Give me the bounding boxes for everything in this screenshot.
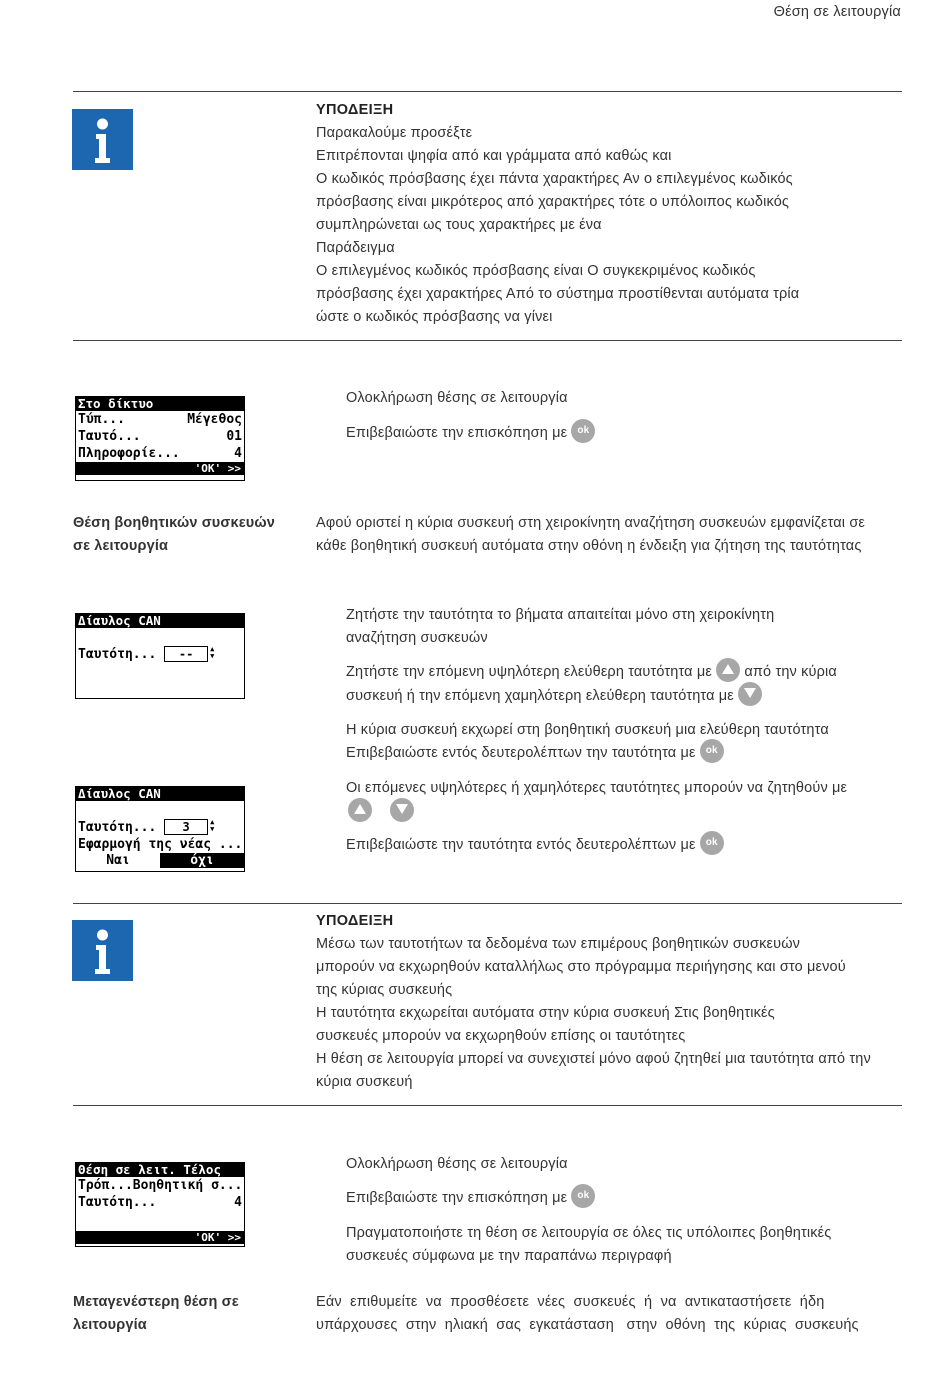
step-text: Επιβεβαιώστε την ταυτότητα εντός δευτερολέπτων με ok — [346, 834, 724, 857]
lcd-screen-network — [75, 396, 245, 481]
lcd-title: Δίαυλος CAN — [76, 614, 244, 628]
lcd-row: Εφαρμογή της νέας ... — [78, 837, 243, 852]
lcd-row: Ταυτότη... 3 ▲ ▼ — [78, 819, 215, 835]
arrow-up-button-icon — [348, 798, 372, 822]
note-text: της κύριας συσκευής — [316, 982, 453, 998]
lcd-yes-no — [76, 853, 244, 868]
lcd-no: όχι — [160, 853, 244, 868]
lcd-title: Θέση σε λειτ. Τέλος — [76, 1163, 244, 1177]
lcd-screen-can-id — [75, 613, 245, 699]
divider — [73, 91, 902, 92]
ok-button-icon: ok — [571, 1184, 595, 1208]
step-text: Επιβεβαιώστε την επισκόπηση με ok — [346, 422, 595, 445]
section-label: σε λειτουργία — [73, 538, 169, 554]
lcd-row: Ταυτότη... 4 — [78, 1195, 242, 1210]
lcd-screen-can-apply — [75, 786, 245, 872]
section-label: Θέση βοηθητικών συσκευών — [73, 515, 275, 531]
step-text: Επιβεβαιώστε εντός δευτερολέπτων την ταυτότητα με ok — [346, 742, 724, 765]
page-header-title: Θέση σε λειτουργία — [773, 4, 901, 20]
step-text: Πραγματοποιήστε τη θέση σε λειτουργία σε όλες τις υπόλοιπες βοηθητικές — [346, 1225, 832, 1241]
note-text: μπορούν να εκχωρηθούν καταλλήλως στο πρόγραμμα περιήγησης και στο μενού — [316, 959, 846, 975]
lcd-title: Στο δίκτυο — [76, 397, 244, 411]
info-icon — [72, 920, 133, 981]
note-text: Ο επιλεγμένος κωδικός πρόσβασης είναι Ο συγκεκριμένος κωδικός — [316, 263, 756, 279]
lcd-title: Δίαυλος CAN — [76, 787, 244, 801]
step-text: Ολοκλήρωση θέσης σε λειτουργία — [346, 1156, 568, 1172]
arrow-down-button-icon — [738, 682, 762, 706]
note-text: Η ταυτότητα εκχωρείται αυτόματα στην κύρια συσκευή Στις βοηθητικές — [316, 1005, 775, 1021]
step-text: συσκευή ή την επόμενη χαμηλότερη ελεύθερη ταυτότητα με — [346, 685, 762, 708]
section-label: λειτουργία — [73, 1317, 147, 1333]
note-title: ΥΠΟΔΕΙΞΗ — [316, 102, 394, 118]
note-text: συσκευές μπορούν να εκχωρηθούν επίσης οι ταυτότητες — [316, 1028, 686, 1044]
lcd-ok-bar: 'OK' >> — [76, 462, 244, 475]
note-text: Μέσω των ταυτοτήτων τα δεδομένα των επιμέρους βοηθητικών συσκευών — [316, 936, 801, 952]
lcd-row: Ταυτό... 01 — [78, 429, 242, 444]
note-title: ΥΠΟΔΕΙΞΗ — [316, 913, 394, 929]
note-text: Παράδειγμα — [316, 240, 395, 256]
ok-button-icon: ok — [571, 419, 595, 443]
arrow-down-button-icon — [390, 798, 414, 822]
step-text: Ζητήστε την επόμενη υψηλότερη ελεύθερη ταυτότητα με από την κύρια — [346, 661, 837, 684]
lcd-ok-bar: 'OK' >> — [76, 1231, 244, 1244]
arrow-up-button-icon — [716, 658, 740, 682]
ok-button-icon: ok — [700, 739, 724, 763]
step-text: Ολοκλήρωση θέσης σε λειτουργία — [346, 390, 568, 406]
lcd-yes: Ναι — [106, 853, 130, 868]
ok-button-icon: ok — [700, 831, 724, 855]
step-text: αναζήτηση συσκευών — [346, 630, 488, 646]
lcd-row: Τύπ... Μέγεθος — [78, 412, 242, 427]
section-text: Εάν επιθυμείτε να προσθέσετε νέες συσκευές ή να αντικαταστήσετε ήδη — [316, 1294, 825, 1310]
note-text: πρόσβασης έχει χαρακτήρες Από το σύστημα προστίθενται αυτόματα τρία — [316, 286, 800, 302]
note-text: Η θέση σε λειτουργία μπορεί να συνεχιστεί μόνο αφού ζητηθεί μια ταυτότητα από την — [316, 1051, 871, 1067]
step-text: Ζητήστε την ταυτότητα το βήματα απαιτείται μόνο στη χειροκίνητη — [346, 607, 775, 623]
divider — [73, 340, 902, 341]
note-text: κύρια συσκευή — [316, 1074, 413, 1090]
lcd-row: Ταυτότη... -- ▲ ▼ — [78, 646, 215, 662]
arrow-buttons — [348, 798, 414, 822]
note-text: πρόσβασης είναι μικρότερος από χαρακτήρες τότε ο υπόλοιπος κωδικός — [316, 194, 790, 210]
note-text: Παρακαλούμε προσέξτε — [316, 125, 473, 141]
step-text: Η κύρια συσκευή εκχωρεί στη βοηθητική συσκευή μια ελεύθερη ταυτότητα — [346, 722, 829, 738]
section-text: κάθε βοηθητική συσκευή αυτόματα στην οθόνη η ένδειξη για ζήτηση της ταυτότητας — [316, 538, 862, 554]
note-text: συμπληρώνεται ως τους χαρακτήρες με ένα — [316, 217, 602, 233]
divider — [73, 903, 902, 904]
step-text: Οι επόμενες υψηλότερες ή χαμηλότερες ταυτότητες μπορούν να ζητηθούν με — [346, 780, 848, 796]
lcd-row: Τρόπ... Βοηθητική σ... — [78, 1178, 243, 1193]
lcd-screen-commissioning-end — [75, 1162, 245, 1247]
step-text: συσκευές σύμφωνα με την παραπάνω περιγραφή — [346, 1248, 672, 1264]
section-text: υπάρχουσες στην ηλιακή σας εγκατάσταση στην οθόνη της κύριας συσκευής — [316, 1317, 859, 1333]
lcd-row: Πληροφορίε... 4 — [78, 446, 242, 461]
divider — [73, 1105, 902, 1106]
step-text: Επιβεβαιώστε την επισκόπηση με ok — [346, 1187, 595, 1210]
note-text: ώστε ο κωδικός πρόσβασης να γίνει — [316, 309, 553, 325]
note-text: Επιτρέπονται ψηφία από και γράμματα από καθώς και — [316, 148, 672, 164]
section-label: Μεταγενέστερη θέση σε — [73, 1294, 239, 1310]
note-text: Ο κωδικός πρόσβασης έχει πάντα χαρακτήρες Αν ο επιλεγμένος κωδικός — [316, 171, 793, 187]
section-text: Αφού οριστεί η κύρια συσκευή στη χειροκίνητη αναζήτηση συσκευών εμφανίζεται σε — [316, 515, 866, 531]
info-icon — [72, 109, 133, 170]
